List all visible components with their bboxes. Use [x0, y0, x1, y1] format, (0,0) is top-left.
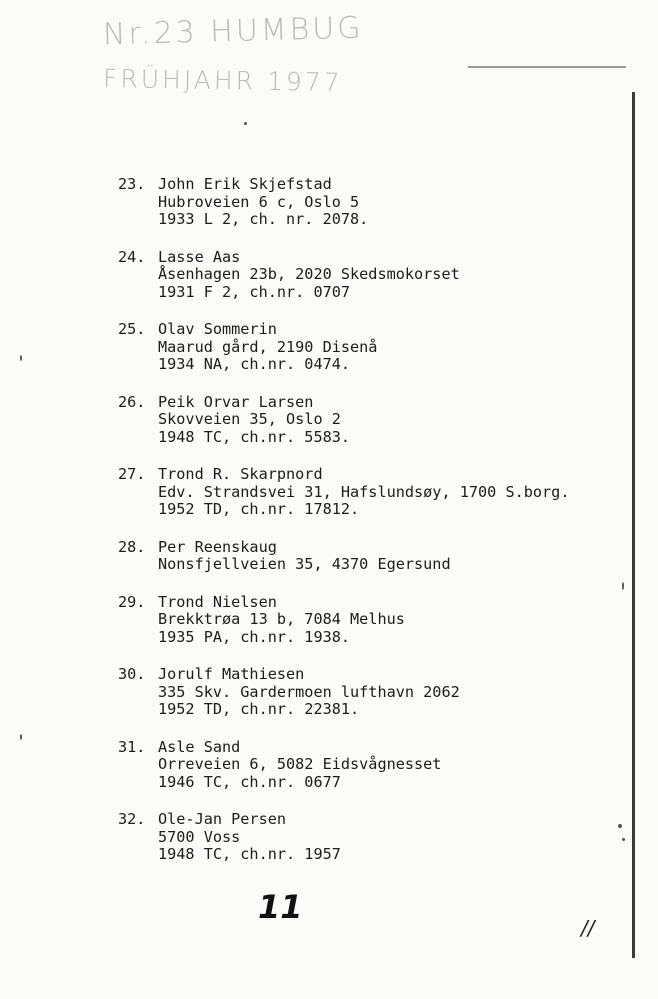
entry-number: 24.	[118, 247, 146, 266]
entry-number: 32.	[118, 810, 146, 828]
ink-speck	[622, 838, 625, 841]
entry-details	[158, 394, 350, 447]
entry-details	[158, 176, 368, 229]
entry-number: 28.	[118, 537, 146, 556]
top-rule	[468, 66, 626, 68]
entry-details	[158, 739, 441, 792]
entry-details-line: 1952 TD, ch.nr. 17812.	[158, 500, 360, 518]
entry-details	[158, 666, 460, 719]
entry-details-line: 1946 TC, ch.nr. 0677	[158, 772, 341, 791]
entry-details-line: 1934 NA, ch.nr. 0474.	[158, 355, 351, 373]
entry-number: 23.	[118, 175, 146, 193]
entry-name: Olav Sommerin	[158, 320, 277, 338]
entry-address: Skovveien 35, Oslo 2	[158, 410, 341, 428]
ink-speck	[244, 122, 247, 125]
entry-details-line: 1948 TC, ch.nr. 1957	[158, 845, 341, 863]
entry-number: 31.	[118, 737, 146, 756]
list-item	[118, 321, 638, 374]
entry-details-line: 1952 TD, ch.nr. 22381.	[158, 700, 360, 718]
entry-address: Maarud gård, 2190 Disenå	[158, 337, 378, 356]
entry-details	[158, 466, 569, 519]
entry-name: Peik Orvar Larsen	[158, 392, 314, 411]
member-list	[118, 176, 638, 884]
entry-address: Hubroveien 6 c, Oslo 5	[158, 192, 360, 211]
ink-speck	[618, 824, 622, 828]
entry-name: Asle Sand	[158, 737, 241, 756]
entry-name: Ole-Jan Persen	[158, 810, 287, 828]
handwritten-season: FRÜHJAHR 1977	[102, 63, 343, 98]
entry-details-line: 1933 L 2, ch. nr. 2078.	[158, 210, 369, 228]
entry-name: Jorulf Mathiesen	[158, 665, 305, 683]
page-number: 11	[258, 888, 303, 926]
entry-number: 26.	[118, 392, 146, 411]
ink-speck	[622, 582, 624, 590]
entry-address: Nonsfjellveien 35, 4370 Egersund	[158, 555, 451, 573]
entry-name: Trond Nielsen	[158, 592, 277, 611]
entry-address: Brekktrøa 13 b, 7084 Melhus	[158, 610, 405, 628]
list-item	[118, 249, 638, 302]
entry-address: Orreveien 6, 5082 Eidsvågnesset	[158, 755, 442, 773]
list-item	[118, 539, 638, 574]
ink-speck	[20, 734, 22, 740]
margin-mark: //	[581, 916, 595, 940]
entry-number: 30.	[118, 665, 146, 683]
entry-name: Trond R. Skarpnord	[158, 465, 323, 483]
entry-details	[158, 811, 341, 864]
entry-details	[158, 249, 460, 302]
ink-speck	[20, 355, 22, 361]
list-item	[118, 739, 638, 792]
list-item	[118, 811, 638, 864]
entry-details-line: 1935 PA, ch.nr. 1938.	[158, 627, 351, 646]
entry-details	[158, 321, 377, 374]
list-item	[118, 466, 638, 519]
entry-address: 5700 Voss	[158, 827, 241, 846]
entry-details	[158, 594, 405, 647]
entry-name: Lasse Aas	[158, 247, 241, 266]
list-item	[118, 176, 638, 229]
entry-details-line: 1948 TC, ch.nr. 5583.	[158, 427, 351, 446]
entry-address: Edv. Strandsvei 31, Hafslundsøy, 1700 S.borg.	[158, 482, 570, 501]
entry-number: 29.	[118, 592, 146, 611]
entry-details-line: 1931 F 2, ch.nr. 0707	[158, 282, 351, 301]
entry-number: 27.	[118, 465, 146, 483]
entry-number: 25.	[118, 320, 146, 338]
entry-address: 335 Skv. Gardermoen lufthavn 2062	[158, 682, 460, 701]
entry-name: Per Reenskaug	[158, 537, 277, 556]
entry-details	[158, 539, 451, 574]
entry-name: John Erik Skjefstad	[158, 175, 332, 193]
handwritten-title: Nr.23 HUMBUG	[102, 10, 364, 53]
list-item	[118, 594, 638, 647]
entry-address: Åsenhagen 23b, 2020 Skedsmokorset	[158, 265, 460, 283]
list-item	[118, 394, 638, 447]
list-item	[118, 666, 638, 719]
